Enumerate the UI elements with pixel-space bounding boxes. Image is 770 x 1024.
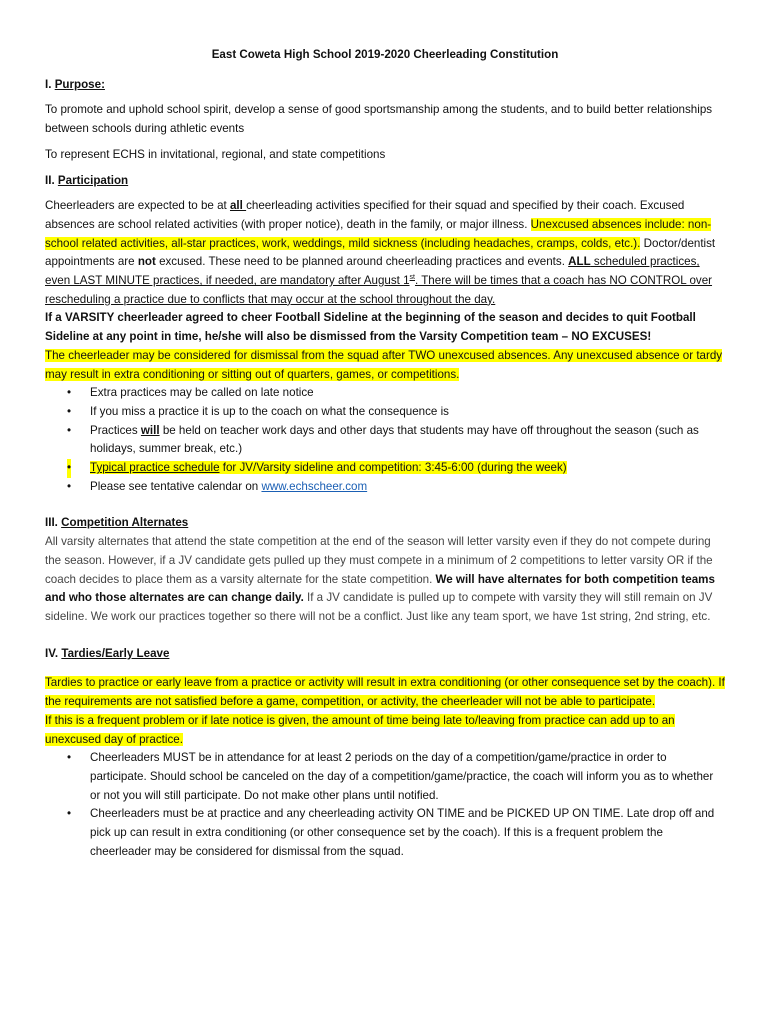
participation-paragraph (45, 197, 725, 309)
list-item-text: Practices (90, 423, 141, 437)
section-title: Participation (57, 173, 129, 187)
bullet-icon: • (67, 423, 72, 437)
purpose-paragraph-2: To represent ECHS in invitational, regional, and state competitions (45, 147, 386, 161)
section-heading-purpose (45, 76, 725, 95)
emphasis-will: will (140, 423, 160, 437)
list-item (45, 422, 725, 459)
text-run: Doctor/dentist appointments are (45, 236, 716, 269)
bullet-icon: • (67, 386, 72, 400)
calendar-link[interactable]: www.echscheer.com (261, 479, 368, 493)
bullet-icon: • (67, 751, 72, 765)
emphasis-not: not (137, 255, 156, 269)
list-item-text: Extra practices may be called on late notice (90, 386, 314, 400)
emphasis-all: all (229, 199, 247, 213)
tardies-bullet-list (45, 749, 725, 861)
mandatory-practices-text: scheduled practices, even LAST MINUTE practices, if needed, are mandatory after August 1 (45, 255, 700, 288)
section-number: II. (45, 173, 55, 187)
text-run: Cheerleaders are expected to be at (45, 199, 230, 213)
list-item-text: If you miss a practice it is up to the coach on what the consequence is (90, 404, 449, 418)
text-run: If a JV candidate is pulled up to compete with varsity they will still remain on JV sideline. We work our practices together so there will not be a conflict. Just like any team sport, we have 1st string, 2nd string, etc. (45, 591, 713, 623)
section-heading-alternates (45, 514, 725, 533)
document-body (45, 46, 725, 861)
text-run: excused. These need to be planned around cheerleading practices and events. (155, 255, 569, 269)
section-title: Tardies/Early Leave (61, 646, 170, 660)
no-control-text: . There will be times that a coach has NO CONTROL over rescheduling a practice due to conflicts that may occur at the school throughout the day. (45, 274, 713, 306)
varsity-sideline-rule: If a VARSITY cheerleader agreed to cheer Football Sideline at the beginning of the season and decides to quit Football Sideline at any point in time, he/she will also be dismissed from the Varsity Competition team – NO EXCUSES! (45, 311, 696, 344)
alternates-paragraph (45, 533, 725, 627)
highlighted-dismissal-text: The cheerleader may be considered for dismissal from the squad after TWO unexcused absences. Any unexcused absence or tardy may result in extra conditioning or sitting out of quarters, games, or competitions. (45, 348, 723, 381)
bullet-icon: • (67, 807, 72, 821)
tardies-paragraph-2 (45, 712, 725, 749)
section-heading-tardies (45, 645, 725, 664)
section-heading-participation (45, 172, 725, 191)
list-item-text: Cheerleaders must be at practice and any cheerleading activity ON TIME and be PICKED UP ON TIME. Late drop off and pick up can result in extra conditioning (or other consequence set by the coach). If this is a frequent problem the cheerleader may be considered for dismissal from the squad. (90, 807, 715, 858)
superscript-st: st (409, 274, 415, 282)
list-item (45, 459, 725, 478)
highlighted-tardies-text: Tardies to practice or early leave from a practice or activity will result in extra conditioning (or other consequence set by the coach). If the requirements are not satisfied before a game, competition, or activity, the cheerleader will not be able to participate. (45, 676, 725, 709)
participation-bullet-list (45, 384, 725, 496)
section-title: Competition Alternates (61, 516, 189, 530)
highlighted-frequent-text: If this is a frequent problem or if late notice is given, the amount of time being late to/leaving from practice can add up to an unexcused day of practice. (45, 713, 675, 746)
section-number: IV. (45, 646, 59, 660)
list-item (45, 805, 725, 861)
list-item (45, 403, 725, 422)
list-item-text: be held on teacher work days and other days that students may have off throughout the season (such as holidays, summer break, etc.) (90, 423, 699, 456)
section-number: I. (45, 77, 52, 91)
practice-schedule-label: Typical practice schedule (90, 461, 220, 475)
section-number: III. (45, 516, 58, 530)
list-item (45, 478, 725, 497)
list-item-text: Cheerleaders MUST be in attendance for at least 2 periods on the day of a competition/game/practice in order to participate. Should school be canceled on the day of a competition/game/practice, the coach will inform you as to whether or not you will still participate. Do not make other plans until notified. (90, 751, 714, 802)
tardies-paragraph-1 (45, 674, 725, 711)
bullet-icon: • (67, 459, 71, 478)
list-item-text: Please see tentative calendar on (90, 479, 262, 493)
alternates-bold-text: We will have alternates for both competition teams and who those alternates are can change daily. (45, 572, 715, 605)
list-item (45, 384, 725, 403)
emphasis-all-caps: ALL (568, 255, 591, 269)
section-title: Purpose: (54, 77, 105, 91)
practice-schedule-text: for JV/Varsity sideline and competition: 3:45-6:00 (during the week) (219, 461, 567, 475)
text-run: All varsity alternates that attend the state competition at the end of the season will letter varsity even if they do not compete during the season. However, if a JV candidate gets pulled up they must compete in a minimum of 2 competitions to letter varsity OR if the coach decides to place them as a varsity alternate for the state competition. (45, 535, 713, 586)
purpose-paragraph-1: To promote and uphold school spirit, develop a sense of good sportsmanship among the students, and to build better relationships between schools during athletic events (45, 103, 713, 136)
highlighted-unexcused-list: Unexcused absences include: non-school related activities, all-star practices, work, weddings, mild sickness (including headaches, cramps, colds, etc.). (45, 217, 712, 250)
text-run: cheerleading activities specified for their squad and specified by their coach. Excused absences are school related activities (with proper notice), death in the family, or major illness. (45, 199, 685, 231)
bullet-icon: • (67, 479, 72, 493)
bullet-icon: • (67, 404, 72, 418)
dismissal-paragraph (45, 347, 725, 384)
document-title: East Coweta High School 2019-2020 Cheerleading Constitution (211, 48, 559, 61)
list-item (45, 749, 725, 805)
